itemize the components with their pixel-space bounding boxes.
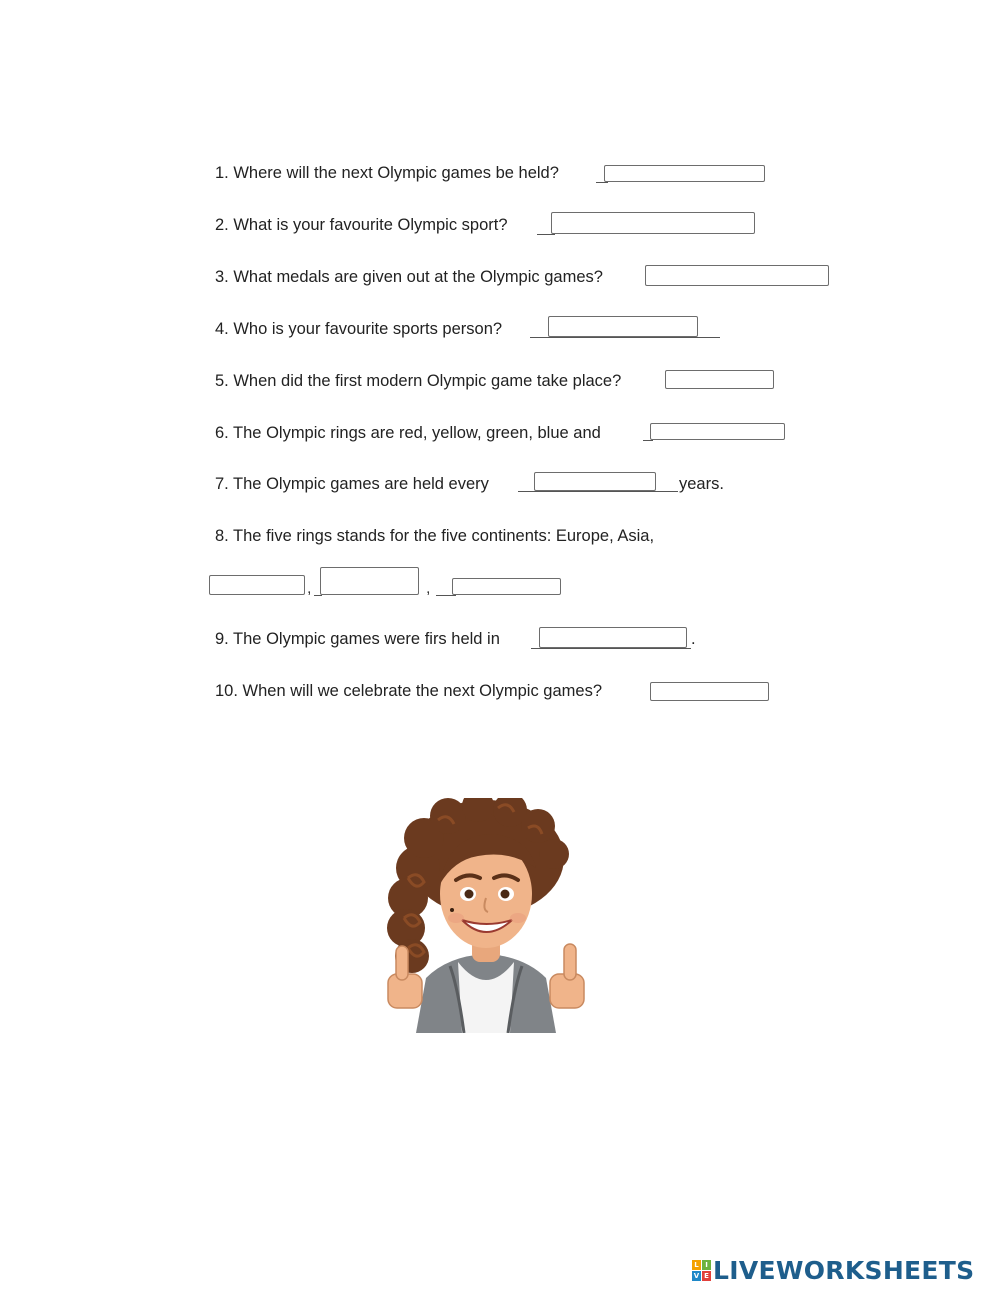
answer-underline: [643, 440, 653, 441]
question-1: 1. Where will the next Olympic games be held?: [215, 164, 559, 182]
answer-underline: [436, 595, 456, 596]
answer-field-6[interactable]: [650, 423, 785, 440]
question-7-suffix: years.: [679, 475, 724, 493]
answer-field-9[interactable]: [539, 627, 687, 648]
question-5: 5. When did the first modern Olympic game take place?: [215, 372, 622, 390]
question-6: 6. The Olympic rings are red, yellow, green, blue and: [215, 424, 601, 442]
answer-field-5[interactable]: [665, 370, 774, 389]
question-3: 3. What medals are given out at the Olympic games?: [215, 268, 603, 286]
question-4: 4. Who is your favourite sports person?: [215, 320, 503, 338]
answer-underline: [537, 234, 555, 235]
question-9: 9. The Olympic games were firs held in: [215, 630, 500, 648]
answer-underline: [530, 337, 720, 338]
question-8: 8. The five rings stands for the five continents: Europe, Asia,: [215, 527, 655, 545]
comma-separator: ,: [426, 580, 431, 597]
answer-underline: [531, 648, 691, 649]
answer-field-2[interactable]: [551, 212, 755, 234]
thumbs-up-avatar-icon: [378, 798, 593, 1033]
liveworksheets-logo: [692, 1254, 974, 1286]
logo-mark-icon: L I V E: [692, 1260, 711, 1281]
answer-field-4[interactable]: [548, 316, 698, 337]
question-9-suffix: .: [691, 630, 696, 648]
answer-field-3[interactable]: [645, 265, 829, 286]
question-2: 2. What is your favourite Olympic sport?: [215, 216, 508, 234]
answer-field-7[interactable]: [534, 472, 656, 491]
answer-underline: [314, 595, 322, 596]
question-7: 7. The Olympic games are held every: [215, 475, 489, 493]
logo-text: LIVEWORKSHEETS: [713, 1255, 975, 1285]
answer-field-8b[interactable]: [320, 567, 419, 595]
answer-field-1[interactable]: [604, 165, 765, 182]
question-10: 10. When will we celebrate the next Olympic games?: [215, 682, 603, 700]
comma-separator: ,: [307, 580, 312, 597]
answer-underline: [596, 182, 608, 183]
answer-underline: [518, 491, 678, 492]
answer-field-8c[interactable]: [452, 578, 561, 595]
answer-field-10[interactable]: [650, 682, 769, 701]
answer-field-8a[interactable]: [209, 575, 305, 595]
